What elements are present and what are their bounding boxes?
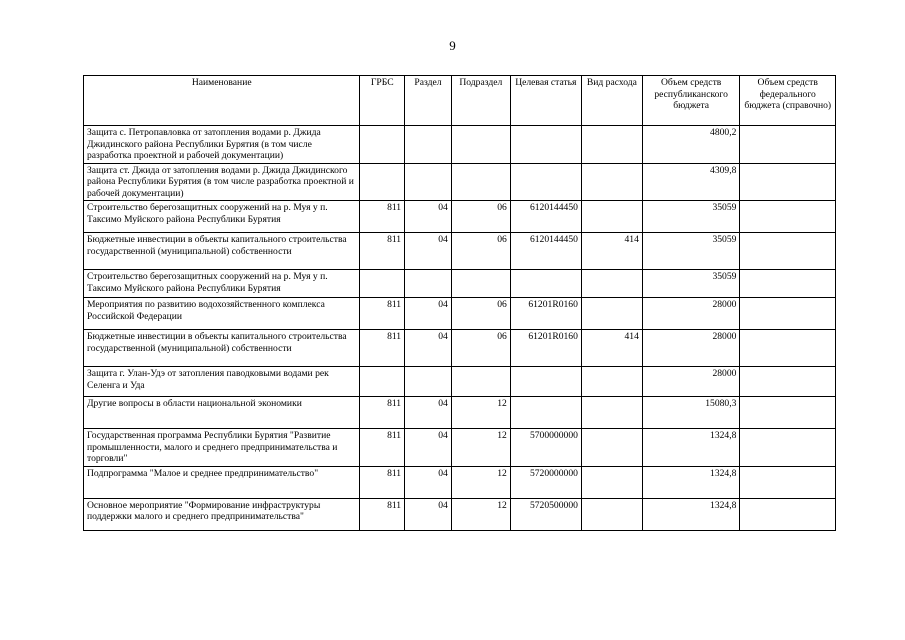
cell-podrazdel: 12: [451, 466, 510, 498]
cell-fed: [740, 298, 836, 330]
cell-razdel: [405, 126, 452, 164]
cell-fed: [740, 498, 836, 530]
cell-grbs: 811: [360, 233, 405, 270]
cell-tselevaya: [510, 270, 581, 298]
cell-podrazdel: 12: [451, 498, 510, 530]
cell-razdel: 04: [405, 397, 452, 429]
header-resp: Объем средств республиканского бюджета: [642, 76, 740, 126]
cell-podrazdel: 12: [451, 429, 510, 467]
cell-grbs: 811: [360, 498, 405, 530]
cell-razdel: 04: [405, 201, 452, 233]
cell-podrazdel: [451, 367, 510, 397]
cell-grbs: 811: [360, 466, 405, 498]
cell-podrazdel: [451, 270, 510, 298]
cell-resp: 1324,8: [642, 466, 740, 498]
cell-grbs: 811: [360, 397, 405, 429]
cell-vid: [581, 397, 642, 429]
cell-tselevaya: 6120144450: [510, 233, 581, 270]
cell-name: Защита г. Улан-Удэ от затопления паводковыми водами рек Селенга и Уда: [84, 367, 360, 397]
cell-vid: [581, 270, 642, 298]
cell-resp: 4309,8: [642, 163, 740, 201]
cell-name: Другие вопросы в области национальной экономики: [84, 397, 360, 429]
cell-razdel: [405, 163, 452, 201]
cell-fed: [740, 397, 836, 429]
cell-fed: [740, 270, 836, 298]
cell-name: Бюджетные инвестиции в объекты капитального строительства государственной (муниципальной) собственности: [84, 330, 360, 367]
cell-podrazdel: 12: [451, 397, 510, 429]
cell-grbs: [360, 126, 405, 164]
header-razdel: Раздел: [405, 76, 452, 126]
cell-vid: [581, 126, 642, 164]
cell-tselevaya: 5700000000: [510, 429, 581, 467]
table-row: [84, 466, 836, 498]
table-row: [84, 126, 836, 164]
cell-tselevaya: 5720000000: [510, 466, 581, 498]
cell-fed: [740, 126, 836, 164]
table-row: [84, 330, 836, 367]
cell-resp: 15080,3: [642, 397, 740, 429]
cell-podrazdel: [451, 163, 510, 201]
cell-podrazdel: [451, 126, 510, 164]
header-podrazdel: Подраздел: [451, 76, 510, 126]
table-row: [84, 367, 836, 397]
cell-razdel: 04: [405, 466, 452, 498]
cell-resp: 28000: [642, 330, 740, 367]
header-grbs: ГРБС: [360, 76, 405, 126]
cell-resp: 4800,2: [642, 126, 740, 164]
table-row: [84, 397, 836, 429]
cell-vid: [581, 498, 642, 530]
cell-resp: 35059: [642, 233, 740, 270]
cell-razdel: 04: [405, 298, 452, 330]
page-number: 9: [449, 38, 456, 53]
cell-podrazdel: 06: [451, 330, 510, 367]
cell-resp: 1324,8: [642, 429, 740, 467]
cell-fed: [740, 201, 836, 233]
cell-name: Бюджетные инвестиции в объекты капитального строительства государственной (муниципальной) собственности: [84, 233, 360, 270]
cell-vid: 414: [581, 233, 642, 270]
cell-grbs: 811: [360, 330, 405, 367]
cell-resp: 1324,8: [642, 498, 740, 530]
table-row: [84, 429, 836, 467]
cell-vid: [581, 429, 642, 467]
cell-resp: 28000: [642, 367, 740, 397]
table-row: [84, 298, 836, 330]
cell-name: Строительство берегозащитных сооружений на р. Муя у п. Таксимо Муйского района Республики Бурятия: [84, 270, 360, 298]
cell-fed: [740, 233, 836, 270]
cell-name: Основное мероприятие "Формирование инфраструктуры поддержки малого и среднего предпринимательства": [84, 498, 360, 530]
cell-fed: [740, 367, 836, 397]
cell-tselevaya: [510, 397, 581, 429]
cell-razdel: 04: [405, 330, 452, 367]
table-row: [84, 163, 836, 201]
cell-name: Мероприятия по развитию водохозяйственного комплекса Российской Федерации: [84, 298, 360, 330]
cell-tselevaya: 6120144450: [510, 201, 581, 233]
cell-podrazdel: 06: [451, 298, 510, 330]
cell-name: Подпрограмма "Малое и среднее предпринимательство": [84, 466, 360, 498]
cell-resp: 35059: [642, 270, 740, 298]
header-name: Наименование: [84, 76, 360, 126]
cell-resp: 28000: [642, 298, 740, 330]
cell-grbs: 811: [360, 201, 405, 233]
cell-grbs: 811: [360, 298, 405, 330]
cell-vid: [581, 163, 642, 201]
cell-grbs: [360, 163, 405, 201]
cell-vid: [581, 298, 642, 330]
table-row: [84, 270, 836, 298]
cell-podrazdel: 06: [451, 233, 510, 270]
header-vid: Вид расхода: [581, 76, 642, 126]
cell-tselevaya: [510, 126, 581, 164]
cell-tselevaya: 61201R0160: [510, 330, 581, 367]
cell-razdel: 04: [405, 429, 452, 467]
cell-tselevaya: [510, 367, 581, 397]
header-tselevaya: Целевая статья: [510, 76, 581, 126]
cell-name: Защита с. Петропавловка от затопления водами р. Джида Джидинского района Республики Бурятия (в том числе разработка проектной и рабочей документации): [84, 126, 360, 164]
cell-vid: [581, 367, 642, 397]
table-row: [84, 233, 836, 270]
cell-grbs: [360, 367, 405, 397]
cell-fed: [740, 429, 836, 467]
cell-podrazdel: 06: [451, 201, 510, 233]
cell-vid: 414: [581, 330, 642, 367]
cell-grbs: 811: [360, 429, 405, 467]
cell-tselevaya: 5720500000: [510, 498, 581, 530]
cell-name: Государственная программа Республики Бурятия "Развитие промышленности, малого и среднего предпринимательства и торговли": [84, 429, 360, 467]
table-row: [84, 498, 836, 530]
cell-resp: 35059: [642, 201, 740, 233]
cell-grbs: [360, 270, 405, 298]
cell-name: Строительство берегозащитных сооружений на р. Муя у п. Таксимо Муйского района Республики Бурятия: [84, 201, 360, 233]
cell-fed: [740, 330, 836, 367]
table-header-row: [84, 76, 836, 126]
budget-table: [83, 75, 836, 531]
cell-fed: [740, 466, 836, 498]
cell-tselevaya: [510, 163, 581, 201]
cell-razdel: [405, 367, 452, 397]
cell-vid: [581, 201, 642, 233]
cell-razdel: 04: [405, 233, 452, 270]
header-fed: Объем средств федерального бюджета (справочно): [740, 76, 836, 126]
cell-razdel: [405, 270, 452, 298]
cell-tselevaya: 61201R0160: [510, 298, 581, 330]
cell-fed: [740, 163, 836, 201]
cell-vid: [581, 466, 642, 498]
table-row: [84, 201, 836, 233]
cell-name: Защита ст. Джида от затопления водами р. Джида Джидинского района Республики Бурятия (в том числе разработка проектной и рабочей документации): [84, 163, 360, 201]
cell-razdel: 04: [405, 498, 452, 530]
